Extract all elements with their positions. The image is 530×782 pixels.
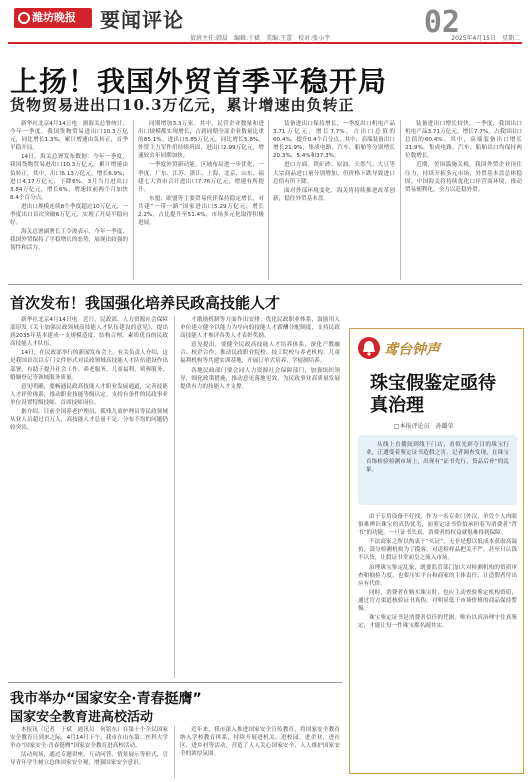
commentary-title: 珠宝假鉴定亟待真治理 [370,373,496,416]
paragraph: 进口方面，铁矿砂、原油、天然气、大豆等大宗商品进口量分别增加，但价格下跌导致进口总值有所下降。 [273,162,395,185]
issue-date: 2025年4月15日 星期二 [451,35,520,42]
paragraph: 不法商家之所以热衷于“买证”，无非是想以低成本获取高溢价。部分检测机构为了揽客，对送检样品把关不严，甚至只认钱不认货，让假证书堂而皇之流入市场。 [358,539,517,562]
article-1-column-3 [273,120,395,280]
paragraph: 进出口规模连续8个季度超过10万亿元，一季度出口首次突破6万亿元，实现了开局平稳向好。 [10,203,128,227]
paragraph: 珠宝鉴定证书是消费者信任的凭据。唯有以真治理守住真鉴定，才能让每一件珠宝都名副其实。 [358,615,517,630]
article-1-column-1 [10,120,128,280]
article-1-column-2 [138,120,264,280]
paragraph: 同时，消费者在购买珠宝时，也应主动查验鉴定机构资质，通过官方渠道核验证书真伪，对明显低于市场价格的商品保持警惕。 [358,589,517,613]
commentary-intro [358,435,517,505]
bell-icon [358,337,380,359]
paper-logo [14,8,92,28]
section-divider [8,682,342,683]
article-2-column-1 [10,316,168,678]
page-number: 02 [423,5,460,40]
paragraph: 本报讯（记者 于斌 通讯员 何铭东）在第十个全民国家安全教育日到来之际，4月14日下午，我市在山东第二医科大学举办“国家安全·青春挺膺”国家安全教育进高校活动。 [10,727,168,750]
paragraph: 活动现场，通过专题讲座、互动问答、情景展示等形式，引导青年学生树立总体国家安全观，增强国家安全意识。 [10,752,168,767]
column-tag-text: 鸢台钟声 [384,342,440,358]
paragraph: 新华社北京4月14日电 据海关总署统计，今年一季度，我国货物贸易进出口10.3万亿元，同比增长1.3%，累计增速由负转正，首季平稳开局。 [10,121,128,152]
column-divider [174,316,175,678]
paper-logo-text: 潍坊晚报 [32,11,76,24]
paragraph: 治理珠宝鉴定乱象，既要监管部门加大对检测机构的资质审查和抽检力度，也要压实平台和商家的主体责任，让造假者付出应有代价。 [358,564,517,587]
paragraph: 装备进出口保持增长，一季度出口机电产品3.71万亿元，增长7.7%，占出口总值的60.4%，提升0.4个百分点。其中，高端装备出口增长21.9%，集成电路、汽车、船舶等分别增长20.3%、5.4%和37.3%。 [273,121,395,160]
paragraph: 14日，海关总署发布数据：今年一季度，我国货物贸易进出口10.3万亿元，累计增速由负转正。其中，出口6.13万亿元，增长6.9%；进口4.17万亿元，下降6%。3月当月进出口3.84万亿元，增长6%，增速较前两个月加快8.4个百分点。 [10,154,128,201]
column-tag [358,337,458,359]
article-2-column-2 [180,316,340,678]
paragraph: 各地民政部门要会同人力资源社会保障部门，加强组织领导，细化政策措施，推动意见落地见效，为民政事业高质量发展提供有力的技能人才支撑。 [180,367,340,390]
paragraph: 东盟、欧盟等主要贸易伙伴保持稳定增长，对共建“一带一路”国家进出口5.29万亿元，增长2.2%，占比提升至51.4%，市场多元化取得积极进展。 [138,195,264,227]
article-3-headline: 我市举办“国家安全·青春挺膺” [10,691,202,707]
commentary-body [358,513,517,767]
bell-icon-glyph [358,337,380,359]
paragraph: 同期增加3.3万家。其中，民营企业数量和进出口规模都实现增长，占到同期全部企业数量比重的85.1%。进出口5.85万亿元，同比增长5.8%，外贸主力军作用持续巩固，进出口2.99万亿元，增速较去年同期加快。 [138,121,264,160]
paragraph: 意见提出，要健全民政高技能人才培养体系，深化产教融合、校企合作，推动民政职业院校、技工院校与养老机构、儿童福利机构等共建实训基地，开展订单式培养、学徒制培养。 [180,342,340,365]
paragraph: 近年来，我市深入推进国家安全宣传教育，将国家安全教育纳入学校教育体系，持续开展进机关、进校园、进企业、进社区、进乡村等活动，营造了人人关心国家安全、人人维护国家安全的浓厚氛围。 [180,727,340,758]
paragraph: 由于专用设备不好找，作为一名专业门外汉，单凭个人肉眼很难辨识珠宝的真伪优劣，而鉴定证书恰恰承担着为消费者“背书”的功能。一旦证书失真，消费者的权益就很难得到保障。 [358,514,517,537]
article-1-subhead: 货物贸易进出口10.3万亿元，累计增速由负转正 [10,96,355,114]
paragraph: 一季度外贸新动能，区域布局进一步优化，一季度，广东、江苏、浙江、上海、北京、山东、福建七大省市合计进出口7.76万亿元，增速有所提升。 [138,162,264,193]
commentary-byline: □本报评论员 孙璐荣 [394,423,454,430]
paragraph: 据介绍，目前全国养老护理员、孤残儿童护理员等民政领域从业人员超过百万人，高技能人才总量不足、分布不均的问题仍较突出。 [10,409,168,432]
paragraph: 装备进出口增长较快。一季度，我国出口机电产品3.71万亿元，增长7.7%，占我国出口总值的60.4%。其中，高端装备出口增长21.9%，集成电路、汽车、船舶出口均保持两位数增长。 [405,121,522,160]
paragraph: 才激励机制等方面作出安排：优化民政职业体系，鼓励用人单位建立健全以能力为导向的技能人才薪酬分配制度，支持民政高技能人才参评各类人才表彰奖励。 [180,317,340,340]
article-1-headline: 上扬！我国外贸首季平稳开局 [10,65,388,98]
logo-icon [18,12,30,24]
column-divider [400,120,401,280]
commentary-sidebar [349,328,524,774]
section-divider [8,284,522,285]
paragraph: 海关总署副署长王令浚表示，今年一季度，我国外贸保持了平稳增长的态势，展现出较强的韧性和活力。 [10,229,128,252]
paragraph: 意见明确，要畅通民政高技能人才职业发展通道，完善技能人才评价体系，推动职业技能等级认定，支持有条件的民政事业单位设置特级技师、首席技师岗位。 [10,383,168,406]
article-2-headline: 首次发布！我国强化培养民政高技能人才 [10,294,281,312]
article-1-column-4 [405,120,522,280]
column-divider [268,120,269,280]
article-3-subheadline: 国家安全教育进高校活动 [10,710,154,725]
section-title: 要闻评论 [100,8,184,32]
paragraph: 14日，在民政部举行的新闻发布会上，有关负责人介绍，这是我国首次以专门文件形式对民政领域高技能人才队伍建设作出部署，有助于提升社会工作、养老服务、儿童福利、殡葬服务、婚姻登记等领域服务质量。 [10,350,168,381]
masthead [0,0,530,44]
intro-text: 从线上直播间到线下门店，看似光彩夺目的珠宝行业，正遭受着鉴定证书造假之害。记者调查发现，在珠宝首饰检验检测市场上，出现有“证书先行、货品后补”的乱象。 [366,442,509,474]
paragraph: 面对外部环境变化，海关将持续推进改革创新，稳住外贸基本盘。 [273,187,395,202]
masthead-rule [8,42,522,44]
column-divider [174,726,175,778]
article-3-column-1 [10,726,168,778]
column-divider [133,120,134,280]
paragraph: 近期，美国滥施关税，我国外贸企业顶住压力，持续开拓多元市场，外贸基本盘总体稳固。中国海关将持续优化口岸营商环境，推动贸易便利化，全力以赴稳外贸。 [405,162,522,193]
article-3-column-2 [180,726,340,778]
editor-credits: 值班主任:韩晨 编辑:于斌 美编:王蕾 校对:张小宇 [190,35,331,42]
paragraph: 新华社北京4月14日电 近日，民政部、人力资源社会保障部印发《关于加强民政领域高技能人才队伍建设的意见》，提出到2035年基本建成一支规模适度、结构合理、素质优良的民政高技能人才队伍。 [10,317,168,348]
